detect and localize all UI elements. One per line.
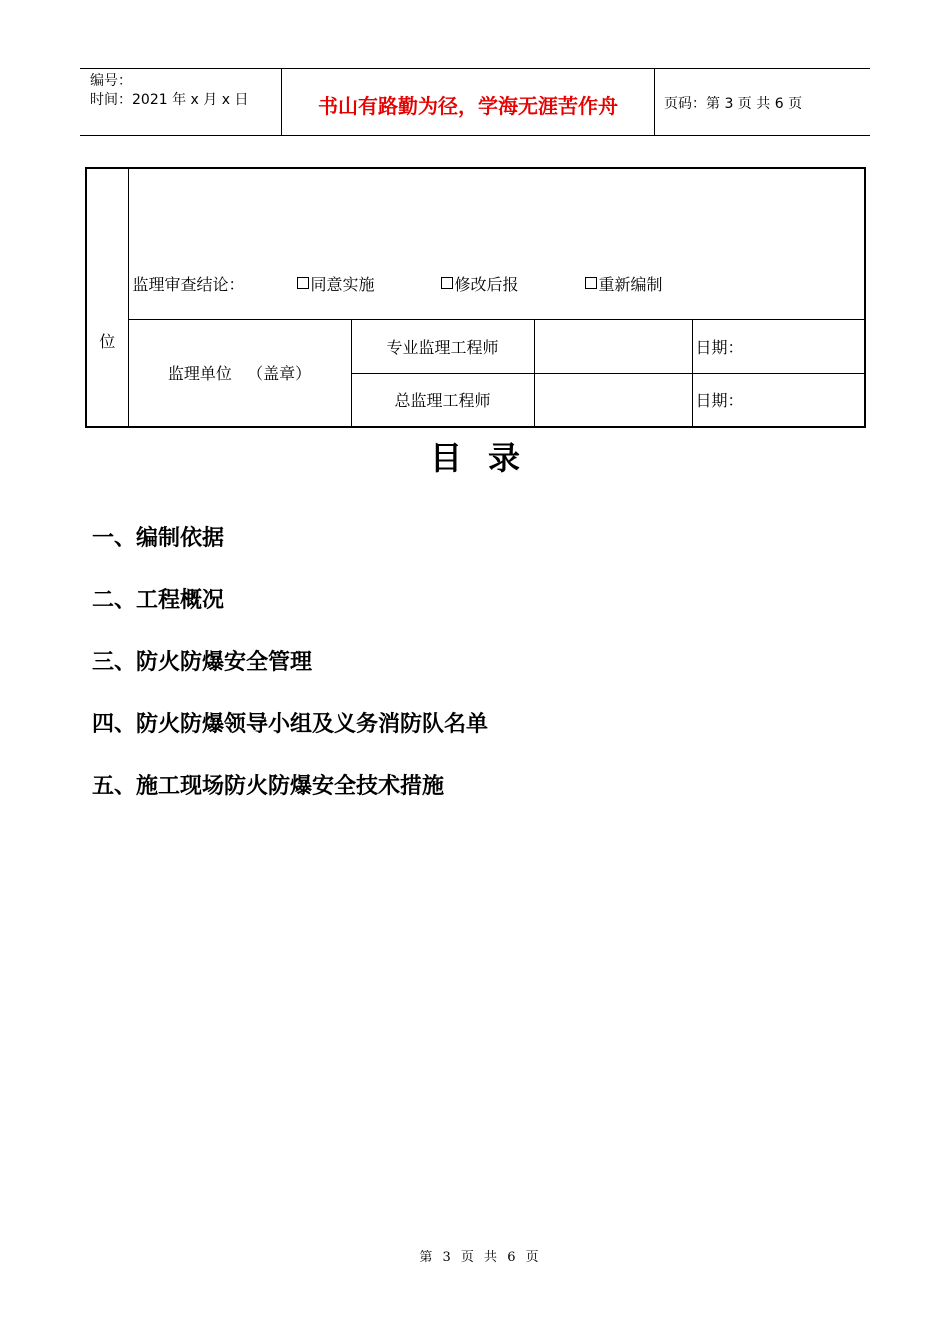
- checkbox-icon[interactable]: [297, 277, 309, 289]
- contents-title: 目录: [429, 439, 546, 477]
- date-specialist: 日期：: [692, 319, 865, 373]
- role-chief: 总监理工程师: [351, 373, 534, 427]
- contents-item[interactable]: 三、防火防爆安全管理: [92, 649, 313, 675]
- date-chief: 日期：: [692, 373, 865, 427]
- contents-item[interactable]: 二、工程概况: [92, 587, 225, 613]
- header-page-info: 页码：第 3 页 共 6 页: [664, 96, 803, 112]
- option-label: 同意实施: [310, 274, 375, 294]
- contents-item[interactable]: 五、施工现场防火防爆安全技术措施: [92, 773, 445, 799]
- option-label: 重新编制: [598, 274, 663, 294]
- page-footer: 第 3 页 共 6 页: [419, 1250, 539, 1265]
- role-specialist: 专业监理工程师: [351, 319, 534, 373]
- header-meta: [80, 69, 282, 135]
- unit-text: 监理单位 （盖章）: [167, 364, 312, 384]
- review-table: [85, 167, 866, 428]
- checkbox-icon[interactable]: [585, 277, 597, 289]
- option-approve[interactable]: [297, 272, 441, 295]
- review-conclusion: [128, 168, 865, 319]
- signature-specialist[interactable]: [534, 319, 692, 373]
- signature-chief[interactable]: [534, 373, 692, 427]
- date-label: 时间：2021 年 x 月 x 日: [90, 92, 249, 108]
- checkbox-icon[interactable]: [441, 277, 453, 289]
- option-label: 修改后报: [454, 274, 519, 294]
- contents-item[interactable]: 一、编制依据: [92, 525, 225, 551]
- option-revise[interactable]: [441, 272, 585, 295]
- side-label: 位: [86, 168, 128, 427]
- conclusion-label: 监理审查结论：: [132, 274, 245, 294]
- option-redo[interactable]: [585, 272, 663, 295]
- header-motto: 书山有路勤为径，学海无涯苦作舟: [282, 69, 655, 135]
- page-header: [80, 68, 870, 136]
- supervision-unit-label: [128, 319, 351, 427]
- code-label: 编号：: [90, 73, 132, 89]
- contents-item[interactable]: 四、防火防爆领导小组及义务消防队名单: [92, 711, 489, 737]
- contents-list: [92, 520, 488, 830]
